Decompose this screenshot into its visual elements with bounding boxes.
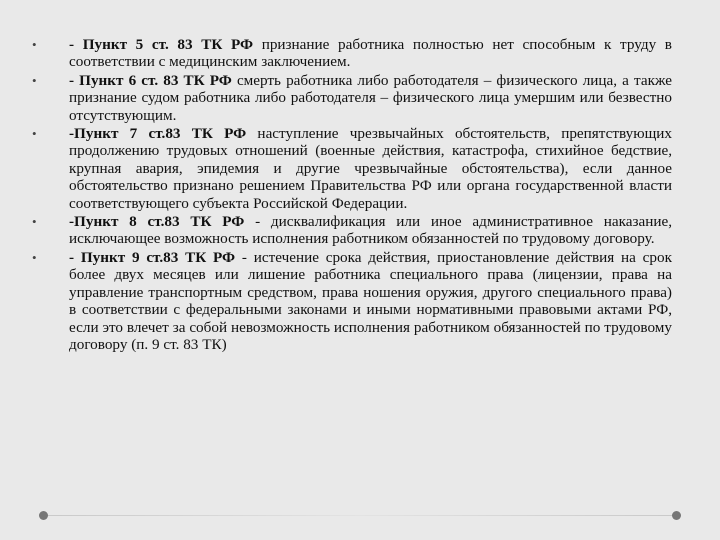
bullet-list — [32, 36, 672, 354]
bullet-icon: • — [32, 126, 37, 142]
item-text: смерть работника либо работодателя – физического лица, а также признание судом работника либо работодателя – физического лица умершим или безвестно отсутствующим. — [69, 71, 672, 124]
list-item — [32, 36, 672, 71]
article-reference: - Пункт 9 ст.83 ТК РФ — [69, 248, 236, 266]
list-item — [32, 125, 672, 212]
article-reference: - Пункт 6 ст. 83 ТК РФ — [69, 71, 232, 89]
article-reference: - Пункт 5 ст. 83 ТК РФ — [69, 36, 254, 53]
footer-dot-left-icon — [39, 511, 48, 520]
footer-divider — [48, 515, 672, 516]
bullet-icon: • — [32, 249, 37, 265]
item-text: - истечение срока действия, приостановление действия на срок более двух месяцев или лишение работника специального права (лицензии, права на управление транспортным средством, права ношения оружия, другого специального права) в соответствии с федеральными законами и иными нормативными правовыми актами РФ, если это влечет за собой невозможность исполнения работником обязанностей по трудовому договору (п. 9 ст. 83 ТК) — [69, 248, 672, 353]
bullet-icon: • — [32, 72, 37, 88]
bullet-icon: • — [32, 37, 37, 52]
article-reference: -Пункт 8 ст.83 ТК РФ — [69, 213, 245, 231]
list-item — [32, 249, 672, 353]
list-item — [32, 72, 672, 124]
article-reference: -Пункт 7 ст.83 ТК РФ — [69, 125, 247, 143]
item-text: - дисквалификация или иное административное наказание, исключающее возможность исполнения работником обязанностей по трудовому договору. — [69, 213, 672, 248]
bullet-icon: • — [32, 214, 37, 230]
footer-dot-right-icon — [672, 511, 681, 520]
item-text: признание работника полностью нет способным к труду в соответствии с медицинским заключением. — [69, 36, 672, 71]
list-item — [32, 213, 672, 248]
item-text: наступление чрезвычайных обстоятельств, препятствующих продолжению трудовых отношений (военные действия, катастрофа, стихийное бедствие, крупная авария, эпидемия и другие чрезвычайные обстоятельства), если данное обстоятельство признано решением Правительства РФ или органа государственной власти соответствующего субъекта Российской Федерации. — [69, 125, 672, 212]
